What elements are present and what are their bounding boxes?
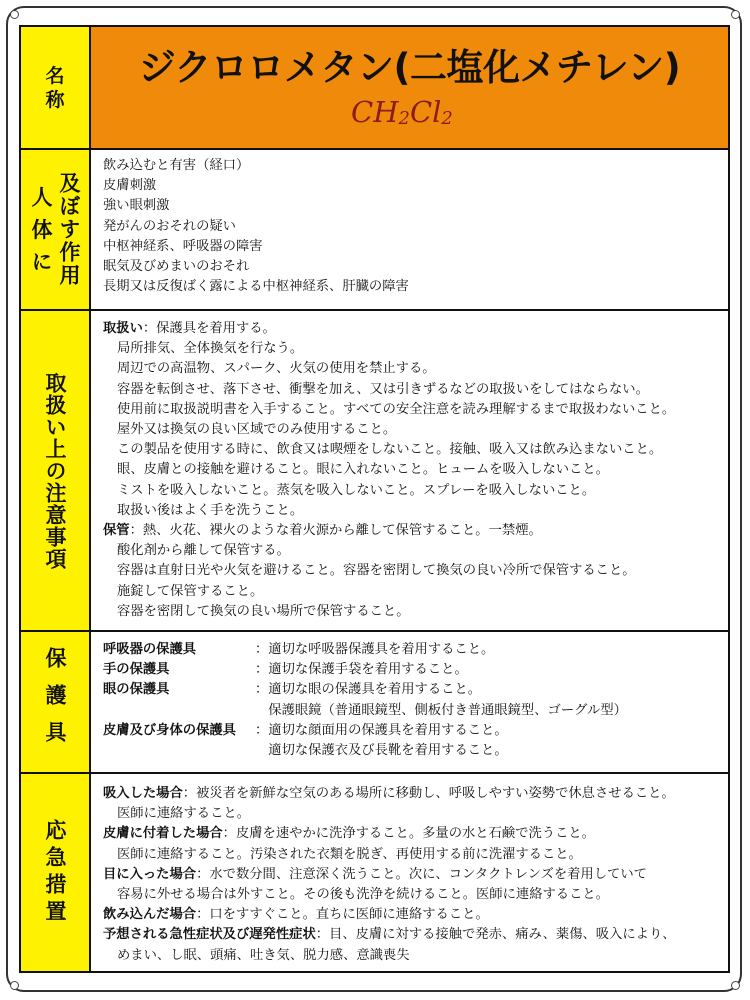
first-aid-cont: 医師に連絡すること。 bbox=[117, 806, 250, 822]
protection-row bbox=[21, 632, 728, 774]
handling-line: 容器を転倒させ、落下させ、衝撃を加え、又は引きずるなどの取扱いをしてはならない。 bbox=[117, 381, 649, 397]
health-item: 皮膚刺激 bbox=[103, 178, 157, 194]
first-aid-entry: 目に入った場合：水で数分間、注意深く洗うこと。次に、コンタクトレンズを着用していて bbox=[103, 866, 647, 882]
handling-line: 取扱い後はよく手を洗うこと。 bbox=[117, 502, 304, 518]
health-label-col1: 人 体 に bbox=[29, 185, 53, 274]
handling-line: この製品を使用する時に、飲食又は喫煙をしないこと。接触、吸入又は飲み込まないこと。 bbox=[117, 442, 663, 458]
first-aid-entry: 飲み込んだ場合：口をすすぐこと。直ちに医師に連絡すること。 bbox=[103, 907, 489, 923]
handling-line: 周辺での高温物、スパーク、火気の使用を禁止する。 bbox=[117, 361, 436, 377]
protection-label: 保護具 bbox=[43, 646, 67, 758]
first-aid-entry: 皮膚に付着した場合：皮膚を速やかに洗浄すること。多量の水と石鹸で洗うこと。 bbox=[103, 826, 595, 842]
handling-label: 取扱い上の注意事項 bbox=[43, 371, 67, 570]
health-label-cell bbox=[21, 150, 91, 309]
protection-item: 適切な保護衣及び長靴を着用すること。 bbox=[255, 743, 508, 759]
health-item: 中枢神経系、呼吸器の障害 bbox=[103, 238, 263, 254]
name-label-cell bbox=[21, 27, 91, 148]
handling-line: 局所排気、全体換気を行なう。 bbox=[117, 341, 304, 357]
first-aid-row bbox=[21, 774, 728, 971]
handling-content bbox=[91, 311, 728, 630]
first-aid-label-cell bbox=[21, 774, 91, 971]
storage-line: 容器を密閉して換気の良い場所で保管すること。 bbox=[117, 603, 410, 619]
storage-line: 容器は直射日光や火気を避けること。容器を密閉して換気の良い冷所で保管すること。 bbox=[117, 563, 636, 579]
name-row bbox=[21, 27, 728, 150]
first-aid-cont: 容易に外せる場合は外すこと。その後も洗浄を続けること。医師に連絡すること。 bbox=[117, 887, 609, 903]
sds-panel bbox=[19, 25, 730, 973]
protection-item: 呼吸器の保護具 ：適切な呼吸器保護具を着用すること。 bbox=[103, 642, 495, 657]
health-row bbox=[21, 150, 728, 311]
protection-content bbox=[91, 632, 728, 772]
health-item: 発がんのおそれの疑い bbox=[103, 218, 236, 234]
handling-line: 使用前に取扱説明書を入手すること。すべての安全注意を読み理解するまで取扱わないこと。 bbox=[117, 401, 676, 417]
protection-label-cell bbox=[21, 632, 91, 772]
handling-head: 取扱い：保護具を着用する。 bbox=[103, 321, 276, 336]
first-aid-entry: 予想される急性症状及び遅発性症状：目、皮膚に対する接触で発赤、痛み、薬傷、吸入により、 bbox=[103, 927, 676, 943]
mount-hole-bottom-left bbox=[10, 981, 19, 990]
health-item: 強い眼刺激 bbox=[103, 198, 170, 214]
protection-item: 皮膚及び身体の保護具 ：適切な顔面用の保護具を着用すること。 bbox=[103, 722, 508, 738]
health-item: 長期又は反復ばく露による中枢神経系、肝臓の障害 bbox=[103, 279, 409, 295]
chemical-title: ジクロロメタン(二塩化メチレン) bbox=[138, 46, 681, 89]
protection-item: 保護眼鏡（普通眼鏡型、側板付き普通眼鏡型、ゴーグル型） bbox=[255, 702, 627, 718]
mount-hole-bottom-right bbox=[731, 981, 740, 990]
health-item: 飲み込むと有害（経口） bbox=[103, 158, 250, 173]
mount-hole-top-left bbox=[10, 10, 19, 19]
health-content bbox=[91, 150, 728, 309]
handling-row bbox=[21, 311, 728, 632]
handling-line: 眼、皮膚との接触を避けること。眼に入れないこと。ヒュームを吸入しないこと。 bbox=[117, 462, 609, 478]
title-box bbox=[91, 27, 728, 148]
storage-head: 保管：熱、火花、裸火のような着火源から離して保管すること。一禁煙。 bbox=[103, 523, 542, 539]
protection-item: 手の保護具 ：適切な保護手袋を着用すること。 bbox=[103, 662, 468, 678]
handling-line: ミストを吸入しないこと。蒸気を吸入しないこと。スプレーを吸入しないこと。 bbox=[117, 482, 596, 498]
health-label-col2: 及ぼす作用 bbox=[57, 172, 81, 287]
first-aid-cont: めまい、し眠、頭痛、吐き気、脱力感、意識喪失 bbox=[117, 947, 410, 963]
handling-label-cell bbox=[21, 311, 91, 630]
storage-line: 施錠して保管すること。 bbox=[117, 583, 264, 599]
health-item: 眠気及びめまいのおそれ bbox=[103, 259, 250, 275]
mount-hole-top-right bbox=[731, 10, 740, 19]
first-aid-cont: 医師に連絡すること。汚染された衣類を脱ぎ、再使用する前に洗濯すること。 bbox=[117, 846, 582, 862]
protection-item: 眼の保護具 ：適切な眼の保護具を着用すること。 bbox=[103, 682, 482, 698]
first-aid-label: 応急措置 bbox=[43, 818, 67, 927]
name-label: 名称 bbox=[45, 64, 65, 111]
handling-line: 屋外又は換気の良い区域でのみ使用すること。 bbox=[117, 422, 397, 438]
first-aid-entry: 吸入した場合：被災者を新鮮な空気のある場所に移動し、呼吸しやすい姿勢で休息させること。 bbox=[103, 786, 675, 801]
chemical-formula: $CH_2Cl_2$ bbox=[351, 95, 453, 129]
first-aid-content bbox=[91, 774, 728, 971]
storage-line: 酸化剤から離して保管する。 bbox=[117, 543, 290, 559]
